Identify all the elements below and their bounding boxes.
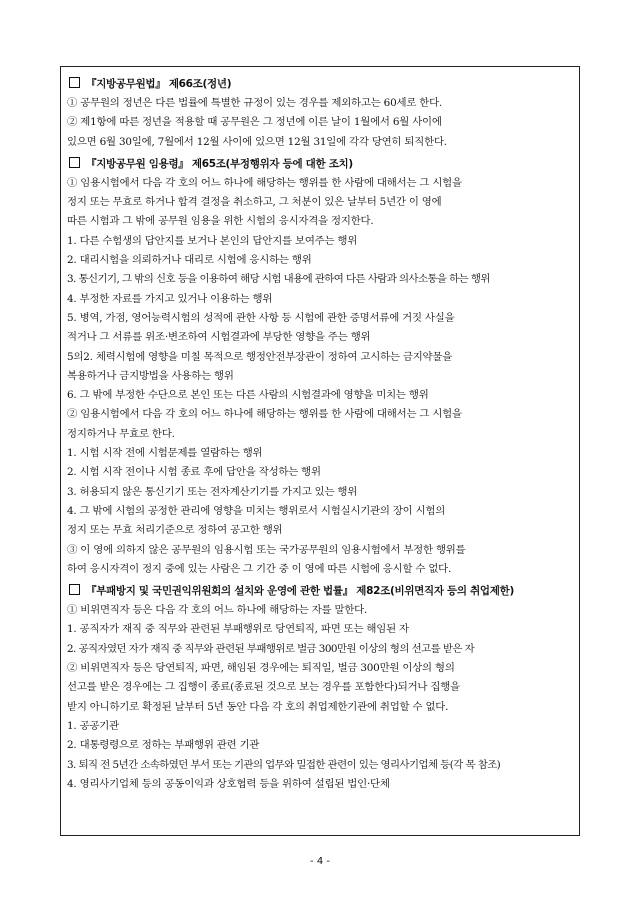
text-line: 3. 퇴직 전 5년간 소속하였던 부서 또는 기관의 업무와 밀접한 관련이 있는 영리사기업체 등(각 목 참조) xyxy=(67,758,501,771)
text-line: 적거나 그 서류를 위조·변조하여 시험결과에 부당한 영향을 주는 행위 xyxy=(67,331,371,344)
text-line: ② 비위면직자 등은 당연퇴직, 파면, 해임된 경우에는 퇴직일, 벌금 300만원 이상의 형의 xyxy=(67,662,455,675)
text-line: 5. 병역, 가점, 영어능력시험의 성적에 관한 사항 등 시험에 관한 증명서류에 거짓 사실을 xyxy=(67,311,455,324)
text-line: 5의2. 체력시험에 영향을 미칠 목적으로 행정안전부장관이 정하여 고시하는 금지약물을 xyxy=(67,350,453,363)
text-line: 정지 또는 무효 처리기준으로 정하여 공고한 행위 xyxy=(67,524,283,537)
text-line: ① 임용시험에서 다음 각 호의 어느 하나에 해당하는 행위를 한 사람에 대해서는 그 시험을 xyxy=(67,176,462,189)
text-line: 있으면 6월 30일에, 7월에서 12월 사이에 있으면 12월 31일에 각각 당연히 퇴직한다. xyxy=(67,135,447,148)
checkbox-square-icon xyxy=(69,584,80,595)
text-line: 1. 공직자가 재직 중 직무와 관련된 부패행위로 당연퇴직, 파면 또는 해임된 자 xyxy=(67,623,409,636)
section-heading xyxy=(67,155,573,174)
section-retirement-age xyxy=(67,75,573,152)
text-line: 1. 다른 수험생의 답안지를 보거나 본인의 답안지를 보여주는 행위 xyxy=(67,234,358,247)
text-line: ② 제1항에 따른 정년을 적용할 때 공무원은 그 정년에 이른 날이 1월에서 6월 사이에 xyxy=(67,116,442,129)
page-number: - 4 - xyxy=(310,856,330,867)
text-line: 2. 대리시험을 의뢰하거나 대리로 시험에 응시하는 행위 xyxy=(67,254,312,267)
text-line: 1. 시험 시작 전에 시험문제를 열람하는 행위 xyxy=(67,447,263,460)
section-misconduct-measures xyxy=(67,155,573,579)
text-line: 하여 응시자격이 정지 중에 있는 사람은 그 기간 중 이 영에 따른 시험에 응시할 수 없다. xyxy=(67,562,452,575)
section-title: 『지방공무원법』 제66조(정년) xyxy=(86,78,232,90)
text-line: 받지 아니하기로 확정된 날부터 5년 동안 다음 각 호의 취업제한기관에 취업할 수 없다. xyxy=(67,700,449,713)
section-heading xyxy=(67,75,573,94)
text-line: 1. 공공기관 xyxy=(67,719,119,732)
text-line: 2. 대통령령으로 정하는 부패행위 관련 기관 xyxy=(67,739,260,752)
section-heading xyxy=(67,582,573,601)
section-title: 『부패방지 및 국민권익위원회의 설치와 운영에 관한 법률』 제82조(비위면직자 등의 취업제한) xyxy=(86,585,514,598)
checkbox-square-icon xyxy=(69,77,80,88)
text-line: 3. 통신기기, 그 밖의 신호 등을 이용하여 해당 시험 내용에 관하여 다른 사람과 의사소통을 하는 행위 xyxy=(67,273,490,286)
text-line: ② 임용시험에서 다음 각 호의 어느 하나에 해당하는 행위를 한 사람에 대해서는 그 시험을 xyxy=(67,408,462,421)
text-line: 4. 그 밖에 시험의 공정한 관리에 영향을 미치는 행위로서 시험실시기관의 장이 시험의 xyxy=(67,504,446,517)
text-line: ① 공무원의 정년은 다른 법률에 특별한 규정이 있는 경우를 제외하고는 60세로 한다. xyxy=(67,97,443,109)
section-employment-restriction xyxy=(67,582,573,794)
text-line: 정지하거나 무효로 한다. xyxy=(67,427,175,440)
text-line: 3. 허용되지 않은 통신기기 또는 전자계산기기를 가지고 있는 행위 xyxy=(67,485,358,498)
text-line: 2. 공직자였던 자가 재직 중 직무와 관련된 부패행위로 벌금 300만원 이상의 형의 선고를 받은 자 xyxy=(67,642,475,655)
text-line: 따른 시험과 그 밖에 공무원 임용을 위한 시험의 응시자격을 정지한다. xyxy=(67,215,374,228)
text-line: 2. 시험 시작 전이나 시험 종료 후에 답안을 작성하는 행위 xyxy=(67,466,321,479)
section-title: 『지방공무원 임용령』 제65조(부정행위자 등에 대한 조치) xyxy=(86,157,353,170)
text-line: 4. 부정한 자료를 가지고 있거나 이용하는 행위 xyxy=(67,292,273,305)
text-line: ① 비위면직자 등은 다음 각 호의 어느 하나에 해당하는 자를 말한다. xyxy=(67,604,368,617)
text-line: 복용하거나 금지방법을 사용하는 행위 xyxy=(67,369,234,382)
checkbox-square-icon xyxy=(69,157,80,168)
text-line: 6. 그 밖에 부정한 수단으로 본인 또는 다른 사람의 시험결과에 영향을 미치는 행위 xyxy=(67,389,429,402)
text-line: 4. 영리사기업체 등의 공동이익과 상호협력 등을 위하여 설립된 법인·단체 xyxy=(67,777,390,790)
text-line: ③ 이 영에 의하지 않은 공무원의 임용시험 또는 국가공무원의 임용시험에서 부정한 행위를 xyxy=(67,543,466,556)
text-line: 선고를 받은 경우에는 그 집행이 종료(종료된 것으로 보는 경우를 포함한다)되거나 집행을 xyxy=(67,681,460,694)
document-frame xyxy=(60,66,580,836)
text-line: 정지 또는 무효로 하거나 합격 결정을 취소하고, 그 처분이 있은 날부터 5년간 이 영에 xyxy=(67,196,442,209)
